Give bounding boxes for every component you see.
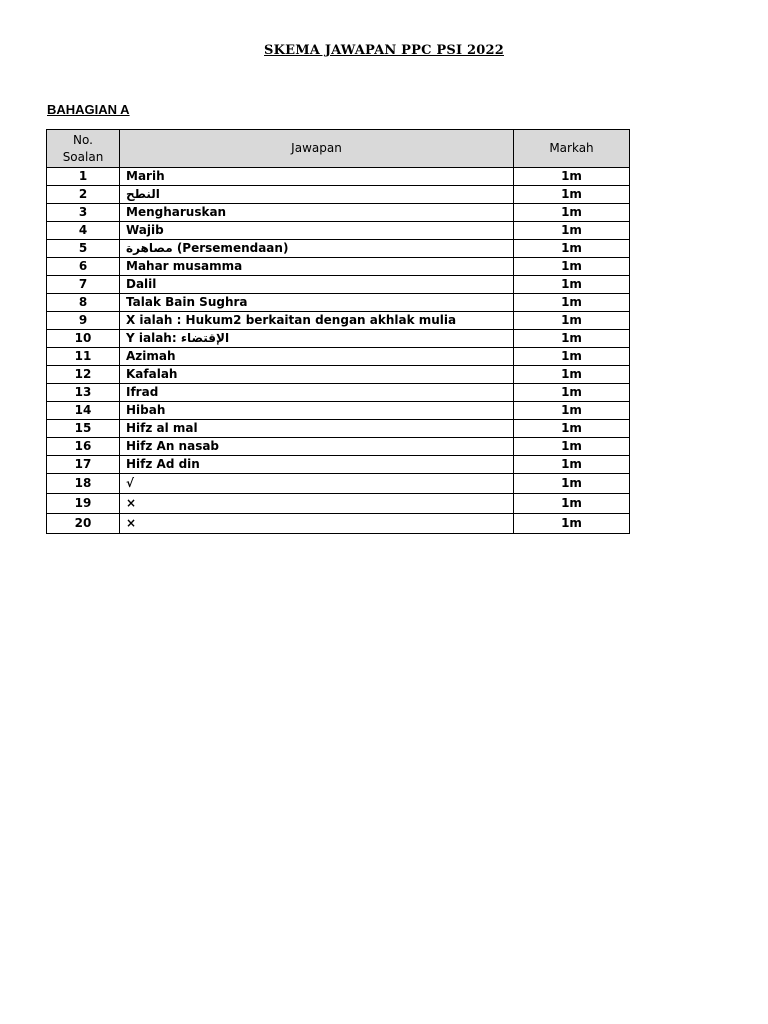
question-number-cell: 6	[47, 258, 120, 276]
answer-cell: Hifz Ad din	[120, 456, 514, 474]
table-row	[47, 222, 630, 240]
question-number-cell: 4	[47, 222, 120, 240]
table-row	[47, 402, 630, 420]
question-number-cell: 3	[47, 204, 120, 222]
answer-cell: Azimah	[120, 348, 514, 366]
mark-cell: 1m	[514, 514, 630, 534]
question-number-cell: 11	[47, 348, 120, 366]
mark-cell: 1m	[514, 276, 630, 294]
table-row	[47, 186, 630, 204]
question-number-cell: 18	[47, 474, 120, 494]
table-row	[47, 348, 630, 366]
header-answer: Jawapan	[120, 130, 514, 168]
question-number-cell: 17	[47, 456, 120, 474]
question-number-cell: 1	[47, 168, 120, 186]
table-row	[47, 168, 630, 186]
table-row	[47, 474, 630, 494]
question-number-cell: 19	[47, 494, 120, 514]
mark-cell: 1m	[514, 384, 630, 402]
question-number-cell: 8	[47, 294, 120, 312]
mark-cell: 1m	[514, 348, 630, 366]
table-row	[47, 366, 630, 384]
header-question-number	[47, 130, 120, 168]
answer-cell: ×	[120, 494, 514, 514]
answer-cell: Hifz al mal	[120, 420, 514, 438]
table-row	[47, 384, 630, 402]
question-number-cell: 2	[47, 186, 120, 204]
mark-cell: 1m	[514, 456, 630, 474]
answer-cell: النطح	[120, 186, 514, 204]
question-number-cell: 13	[47, 384, 120, 402]
table-header-row	[47, 130, 630, 168]
header-mark: Markah	[514, 130, 630, 168]
table-row	[47, 312, 630, 330]
answer-cell: Mengharuskan	[120, 204, 514, 222]
table-row	[47, 204, 630, 222]
question-number-cell: 20	[47, 514, 120, 534]
table-row	[47, 456, 630, 474]
section-heading: BAHAGIAN A	[47, 102, 130, 117]
question-number-cell: 10	[47, 330, 120, 348]
answer-cell: Dalil	[120, 276, 514, 294]
answer-cell: ×	[120, 514, 514, 534]
mark-cell: 1m	[514, 168, 630, 186]
answer-table	[46, 129, 630, 534]
table-row	[47, 420, 630, 438]
document-title: SKEMA JAWAPAN PPC PSI 2022	[264, 43, 504, 58]
table-row	[47, 514, 630, 534]
table-row	[47, 240, 630, 258]
table-row	[47, 330, 630, 348]
mark-cell: 1m	[514, 366, 630, 384]
question-number-cell: 5	[47, 240, 120, 258]
answer-cell: مصاهرة (Persemendaan)	[120, 240, 514, 258]
mark-cell: 1m	[514, 402, 630, 420]
question-number-cell: 12	[47, 366, 120, 384]
answer-cell: √	[120, 474, 514, 494]
mark-cell: 1m	[514, 312, 630, 330]
mark-cell: 1m	[514, 330, 630, 348]
table-row	[47, 494, 630, 514]
mark-cell: 1m	[514, 420, 630, 438]
answer-cell: Hibah	[120, 402, 514, 420]
mark-cell: 1m	[514, 438, 630, 456]
question-number-cell: 14	[47, 402, 120, 420]
header-soalan-label: Soalan	[62, 149, 104, 164]
mark-cell: 1m	[514, 494, 630, 514]
question-number-cell: 9	[47, 312, 120, 330]
mark-cell: 1m	[514, 294, 630, 312]
mark-cell: 1m	[514, 222, 630, 240]
mark-cell: 1m	[514, 240, 630, 258]
answer-cell: Kafalah	[120, 366, 514, 384]
mark-cell: 1m	[514, 186, 630, 204]
answer-cell: Ifrad	[120, 384, 514, 402]
question-number-cell: 15	[47, 420, 120, 438]
answer-cell: Y ialah: الإقتضاء	[120, 330, 514, 348]
table-row	[47, 438, 630, 456]
mark-cell: 1m	[514, 258, 630, 276]
table-row	[47, 276, 630, 294]
answer-cell: Mahar musamma	[120, 258, 514, 276]
table-row	[47, 294, 630, 312]
header-no-label: No.	[73, 132, 93, 147]
answer-cell: Hifz An nasab	[120, 438, 514, 456]
table-row	[47, 258, 630, 276]
answer-cell: Marih	[120, 168, 514, 186]
answer-cell: Talak Bain Sughra	[120, 294, 514, 312]
answer-cell: X ialah : Hukum2 berkaitan dengan akhlak mulia	[120, 312, 514, 330]
question-number-cell: 7	[47, 276, 120, 294]
mark-cell: 1m	[514, 474, 630, 494]
question-number-cell: 16	[47, 438, 120, 456]
answer-cell: Wajib	[120, 222, 514, 240]
mark-cell: 1m	[514, 204, 630, 222]
